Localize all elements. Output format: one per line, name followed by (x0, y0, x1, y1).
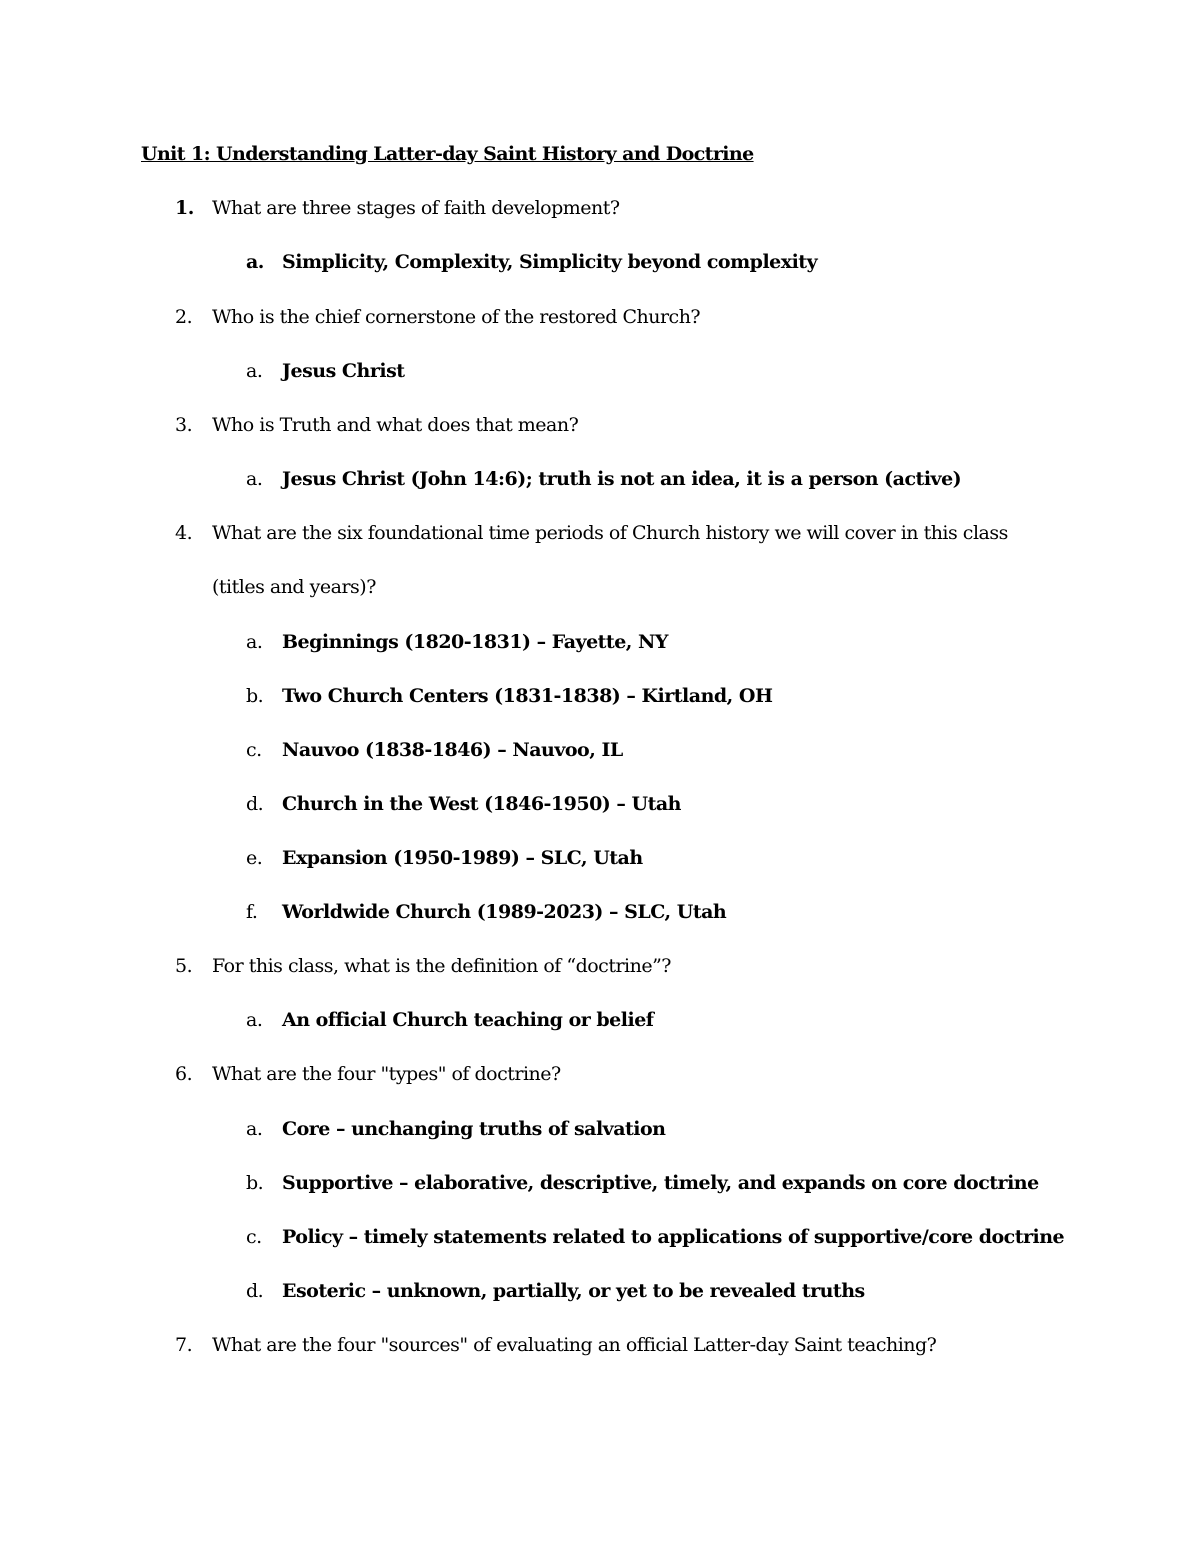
question-text: Who is the chief cornerstone of the restored Church? (212, 306, 701, 328)
question-number: 1. (175, 197, 194, 219)
answer-letter: a. (246, 468, 263, 490)
answer-letter: a. (246, 631, 263, 653)
answer-letter: a. (246, 1118, 263, 1140)
question-text: What are the four "sources" of evaluating an official Latter-day Saint teaching? (212, 1334, 937, 1356)
answer-letter: e. (246, 847, 263, 869)
question-text: What are the four "types" of doctrine? (212, 1063, 561, 1085)
answer-letter: c. (246, 739, 262, 761)
answer-text: Esoteric – unknown, partially, or yet to be revealed truths (282, 1280, 865, 1302)
document-title: Unit 1: Understanding Latter-day Saint History and Doctrine (141, 143, 754, 165)
answer-text: Core – unchanging truths of salvation (282, 1118, 666, 1140)
answer-text: Policy – timely statements related to applications of supportive/core doctrine (282, 1226, 1065, 1248)
question-text-continued: (titles and years)? (212, 576, 376, 598)
answer-letter: d. (246, 1280, 264, 1302)
answer-letter: d. (246, 793, 264, 815)
question-text: Who is Truth and what does that mean? (212, 414, 579, 436)
answer-text: Nauvoo (1838-1846) – Nauvoo, IL (282, 739, 623, 761)
answer-text: Supportive – elaborative, descriptive, timely, and expands on core doctrine (282, 1172, 1039, 1194)
question-number: 7. (175, 1334, 193, 1356)
answer-letter: a. (246, 251, 264, 273)
answer-text: Simplicity, Complexity, Simplicity beyond complexity (282, 251, 818, 273)
answer-text: Beginnings (1820-1831) – Fayette, NY (282, 631, 668, 653)
answer-text: Jesus Christ (John 14:6); truth is not an idea, it is a person (active) (282, 468, 962, 490)
answer-letter: a. (246, 360, 263, 382)
question-text: For this class, what is the definition of “doctrine”? (212, 955, 671, 977)
answer-letter: a. (246, 1009, 263, 1031)
question-number: 2. (175, 306, 193, 328)
answer-text: An official Church teaching or belief (282, 1009, 654, 1031)
answer-text: Two Church Centers (1831-1838) – Kirtland, OH (282, 685, 773, 707)
answer-letter: c. (246, 1226, 262, 1248)
question-text: What are the six foundational time periods of Church history we will cover in this class (212, 522, 1008, 544)
question-text: What are three stages of faith development? (212, 197, 620, 219)
answer-text: Expansion (1950-1989) – SLC, Utah (282, 847, 643, 869)
answer-letter: b. (246, 1172, 264, 1194)
answer-letter: b. (246, 685, 264, 707)
question-number: 3. (175, 414, 193, 436)
question-number: 5. (175, 955, 193, 977)
question-number: 4. (175, 522, 193, 544)
answer-text: Church in the West (1846-1950) – Utah (282, 793, 681, 815)
question-number: 6. (175, 1063, 193, 1085)
answer-letter: f. (246, 901, 258, 923)
answer-text: Jesus Christ (282, 360, 405, 382)
answer-text: Worldwide Church (1989-2023) – SLC, Utah (282, 901, 727, 923)
